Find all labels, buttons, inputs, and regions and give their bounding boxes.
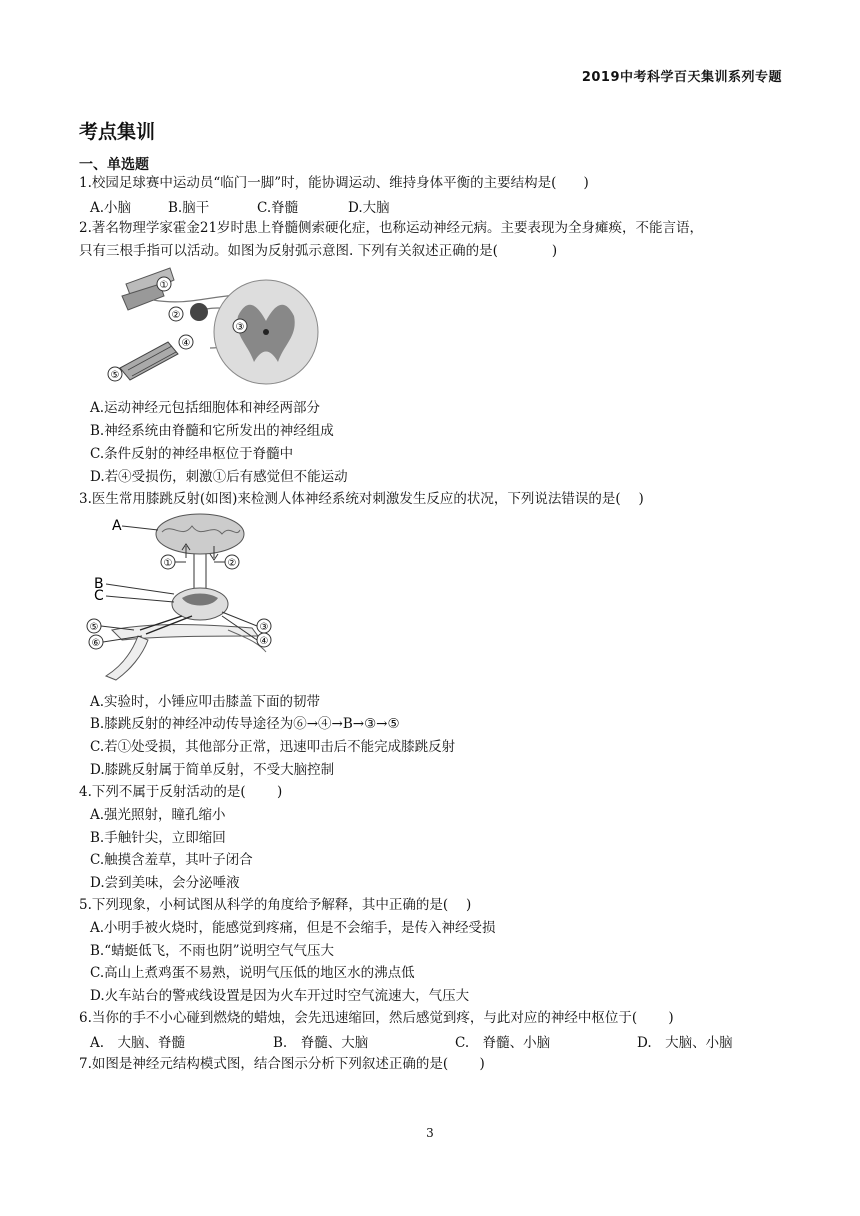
question-3-stem: 3.医生常用膝跳反射(如图)来检测人体神经系统对刺激发生反应的状况，下列说法错误的是( ): [79, 491, 644, 507]
question-7-stem: 7.如图是神经元结构模式图，结合图示分析下列叙述正确的是( ): [79, 1056, 485, 1072]
q6-option-d: D. 大脑、小脑: [637, 1035, 733, 1051]
question-5-stem: 5.下列现象，小柯试图从科学的角度给予解释，其中正确的是( ): [79, 897, 472, 913]
question-6-stem: 6.当你的手不小心碰到燃烧的蜡烛，会先迅速缩回，然后感觉到疼，与此对应的神经中枢位于( ): [79, 1010, 674, 1026]
page-header: 2019中考科学百天集训系列专题: [581, 70, 782, 85]
q3-option-a: A.实验时，小锤应叩击膝盖下面的韧带: [90, 694, 321, 710]
q1-option-c: C.脊髓: [257, 200, 299, 216]
q6-option-a: A. 大脑、脊髓: [90, 1035, 186, 1051]
q5-option-a: A.小明手被火烧时，能感觉到疼痛，但是不会缩手，是传入神经受损: [90, 920, 496, 936]
q4-option-a: A.强光照射，瞳孔缩小: [90, 807, 226, 823]
label-circle-1: ①: [163, 558, 173, 569]
spinal-cord-section: [214, 280, 318, 384]
question-4-stem: 4.下列不属于反射活动的是( ): [79, 784, 283, 800]
effector-muscle: [120, 342, 178, 380]
q3-option-b: B.膝跳反射的神经冲动传导途径为⑥→④→B→③→⑤: [90, 716, 400, 732]
question-1-stem: 1.校园足球赛中运动员“临门一脚”时，能协调运动、维持身体平衡的主要结构是( ): [79, 175, 589, 191]
knee-jerk-figure: [82, 512, 282, 684]
q6-option-c: C. 脊髓、小脑: [455, 1035, 551, 1051]
q2-option-c: C.条件反射的神经串枢位于脊髓中: [90, 446, 294, 462]
spinal-cord-section: [172, 588, 228, 620]
reflex-arc-figure: [98, 266, 328, 388]
q3-option-c: C.若①处受损，其他部分正常，迅速叩击后不能完成膝跳反射: [90, 739, 456, 755]
q4-option-d: D.尝到美味，会分泌唾液: [90, 875, 240, 891]
label-1: ①: [159, 280, 169, 291]
label-2: ②: [171, 310, 181, 321]
q3-option-d: D.膝跳反射属于简单反射，不受大脑控制: [90, 762, 335, 778]
leg: [106, 625, 266, 681]
q5-option-c: C.高山上煮鸡蛋不易熟，说明气压低的地区水的沸点低: [90, 965, 415, 981]
q2-option-b: B.神经系统由脊髓和它所发出的神经组成: [90, 423, 334, 439]
label-circle-2: ②: [227, 558, 237, 569]
q1-option-d: D.大脑: [348, 200, 390, 216]
q1-option-a: A.小脑: [90, 200, 132, 216]
label-a: A: [112, 518, 122, 534]
ganglion-cell-body: [190, 303, 208, 321]
section-heading: 一、单选题: [79, 157, 149, 173]
label-5: ⑤: [110, 370, 120, 381]
brain: [156, 514, 244, 554]
q4-option-b: B.手触针尖，立即缩回: [90, 830, 226, 846]
question-2-stem-line-2: 只有三根手指可以活动。如图为反射弧示意图. 下列有关叙述正确的是( ): [79, 243, 558, 259]
page-number: 3: [426, 1126, 434, 1140]
q4-option-c: C.触摸含羞草，其叶子闭合: [90, 852, 253, 868]
page-title: 考点集训: [79, 121, 156, 143]
q6-option-b: B. 脊髓、大脑: [273, 1035, 369, 1051]
q1-option-b: B.脑干: [168, 200, 210, 216]
label-circle-6: ⑥: [91, 638, 101, 649]
label-3: ③: [235, 322, 245, 333]
label-circle-4: ④: [259, 636, 269, 647]
label-circle-3: ③: [259, 622, 269, 633]
q5-option-b: B.“蜻蜓低飞，不雨也阴”说明空气气压大: [90, 943, 335, 959]
q2-option-a: A.运动神经元包括细胞体和神经两部分: [90, 400, 321, 416]
question-2-stem-line-1: 2.著名物理学家霍金21岁时患上脊髓侧索硬化症，也称运动神经元病。主要表现为全身瘫痪，不能言语，: [79, 220, 704, 236]
q2-option-d: D.若④受损伤，刺激①后有感觉但不能运动: [90, 469, 348, 485]
label-4: ④: [181, 338, 191, 349]
label-c: C: [94, 588, 104, 604]
label-circle-5: ⑤: [89, 622, 99, 633]
label-b: B: [94, 576, 104, 592]
q5-option-d: D.火车站台的警戒线设置是因为火车开过时空气流速大，气压大: [90, 988, 470, 1004]
